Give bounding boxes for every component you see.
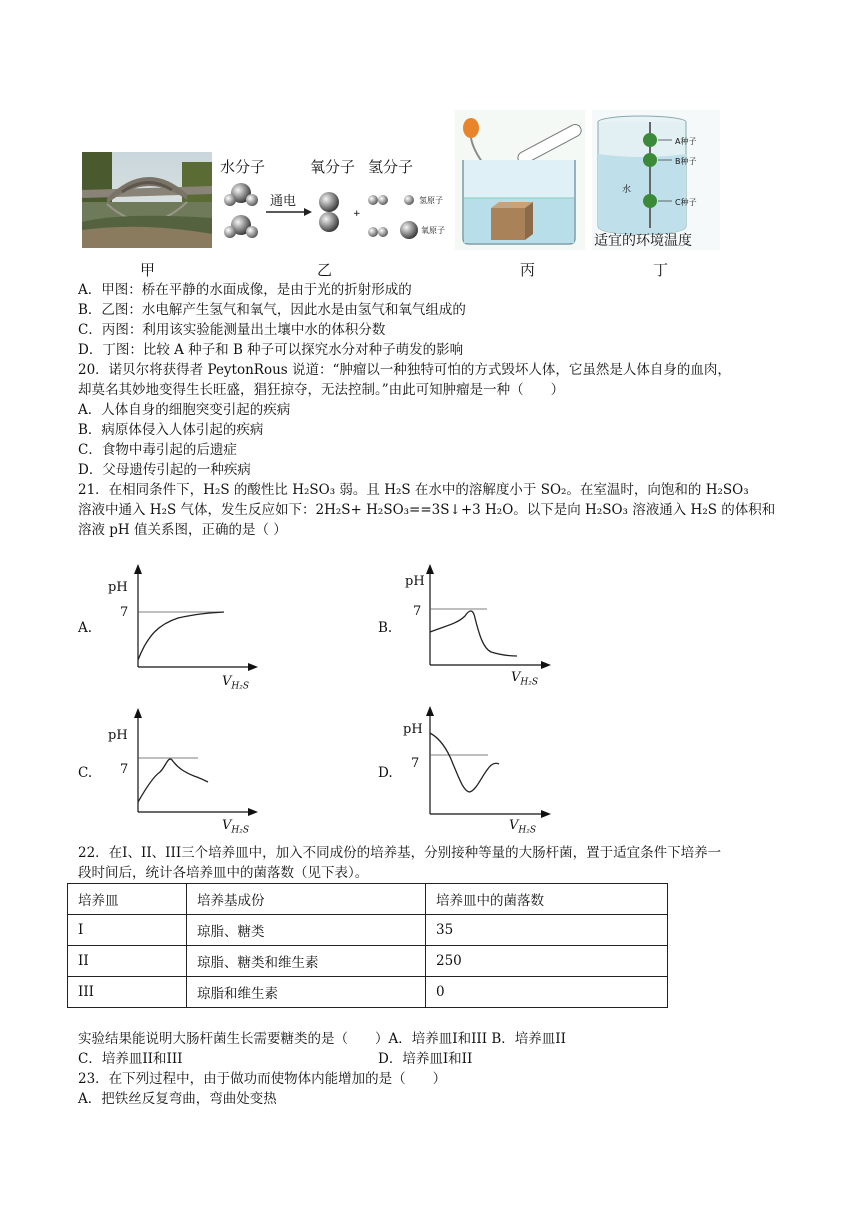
table-cell: 0 — [426, 977, 668, 1008]
table-header-row — [68, 884, 668, 915]
table-cell: 琼脂、糖类和维生素 — [187, 946, 426, 977]
legend-oxygen-atom: 氧原子 — [421, 226, 445, 235]
table-header-cell: 培养基成份 — [187, 884, 426, 915]
table-cell: III — [68, 977, 187, 1008]
soil-experiment-figure — [455, 110, 585, 250]
hydrogen-molecule-label: 氢分子 — [368, 158, 414, 176]
table-header-cell: 培养皿中的菌落数 — [426, 884, 668, 915]
ph-graph-d — [395, 706, 555, 841]
q23-stem: 23．在下列过程中，由于做功而使物体内能增加的是（ ） — [78, 1071, 447, 1087]
table-cell: 250 — [426, 946, 668, 977]
seven-label-a: 7 — [120, 605, 129, 620]
ph-graph-a — [100, 562, 260, 697]
caption-bing: 丙 — [520, 261, 536, 279]
graph-a-label: A. — [78, 620, 93, 636]
ph-axis-label-c: pH — [108, 728, 128, 743]
q20-option-d: D．父母遗传引起的一种疾病 — [78, 462, 251, 478]
water-molecule-label: 水分子 — [220, 158, 266, 176]
caption-jia: 甲 — [140, 261, 156, 279]
q20-option-b: B．病原体侵入人体引起的疾病 — [78, 422, 264, 438]
q22-option-c: C．培养皿II和III — [78, 1051, 183, 1067]
seven-label-c: 7 — [120, 762, 129, 777]
ph-graph-c — [100, 706, 260, 841]
q20-stem-line2: 却莫名其妙地变得生长旺盛，猖狂掠夺，无法控制。”由此可知肿瘤是一种（ ） — [78, 382, 565, 398]
q22-option-d: D．培养皿I和II — [378, 1051, 473, 1067]
q21-stem-line1: 21．在相同条件下，H₂S 的酸性比 H₂SO₃ 弱。且 H₂S 在水中的溶解度小于 SO₂。在室温时，向饱和的 H₂SO₃ — [78, 482, 749, 498]
q21-stem-line2: 溶液中通入 H₂S 气体，发生反应如下：2H₂S+ H₂SO₃==3S↓+3 H₂O。以下是向 H₂SO₃ 溶液通入 H₂S 的体积和 — [78, 502, 776, 518]
q22-stem-line1: 22．在I、II、III三个培养皿中，加入不同成份的培养基，分别接种等量的大肠杆菌，置于适宜条件下培养一 — [78, 845, 722, 861]
ph-axis-label-a: pH — [108, 580, 128, 595]
ph-axis-label-b: pH — [405, 574, 425, 589]
q22-question-line: 实验结果能说明大肠杆菌生长需要糖类的是（ ）A．培养皿I和III B．培养皿II — [78, 1031, 566, 1047]
q20-option-a: A．人体自身的细胞突变引起的疾病 — [78, 402, 291, 418]
ph-graph-b — [395, 562, 555, 697]
water-label: 水 — [622, 185, 632, 195]
electrolysis-diagram — [216, 150, 462, 250]
table-cell: 35 — [426, 915, 668, 946]
seed-label-c: C种子 — [675, 198, 697, 207]
legend-hydrogen-atom: 氢原子 — [419, 196, 443, 205]
q19-option-b: B．乙图：水电解产生氢气和氧气，因此水是由氢气和氧气组成的 — [78, 302, 466, 318]
table-cell: 琼脂和维生素 — [187, 977, 426, 1008]
seven-label-d: 7 — [411, 756, 420, 771]
q20-option-c: C．食物中毒引起的后遗症 — [78, 442, 237, 458]
q23-option-a: A．把铁丝反复弯曲，弯曲处变热 — [78, 1091, 277, 1107]
graph-d-label: D. — [378, 765, 393, 781]
table-cell: II — [68, 946, 187, 977]
q20-stem-line1: 20．诺贝尔将获得者 PeytonRous 说道：“肿瘤以一种独特可怕的方式毁坏人体，它虽然是人体自身的血肉， — [78, 362, 731, 378]
q21-stem-line3: 溶液 pH 值关系图，正确的是（ ） — [78, 522, 287, 538]
bridge-photo — [82, 152, 212, 248]
electrolysis-arrow-label: 通电 — [270, 194, 297, 209]
volume-axis-label-c: $V_{H_2S}$ — [222, 818, 250, 836]
oxygen-molecule-label: 氧分子 — [310, 158, 356, 176]
q19-option-c: C．丙图：利用该实验能测量出土壤中水的体积分数 — [78, 322, 386, 338]
temperature-label: 适宜的环境温度 — [594, 233, 692, 249]
table-row — [68, 977, 668, 1008]
q22-stem-line2: 段时间后，统计各培养皿中的菌落数（见下表）。 — [78, 865, 369, 881]
table-row — [68, 915, 668, 946]
caption-yi: 乙 — [317, 261, 333, 279]
table-row — [68, 946, 668, 977]
seed-label-b: B种子 — [675, 157, 697, 166]
table-cell: 琼脂、糖类 — [187, 915, 426, 946]
colony-table — [67, 883, 668, 1008]
seven-label-b: 7 — [413, 604, 422, 619]
ph-axis-label-d: pH — [403, 722, 423, 737]
seed-label-a: A种子 — [675, 137, 697, 146]
q19-option-a: A．甲图：桥在平静的水面成像，是由于光的折射形成的 — [78, 282, 412, 298]
volume-axis-label-a: $V_{H_2S}$ — [222, 674, 250, 692]
graph-b-label: B. — [378, 620, 393, 636]
caption-ding: 丁 — [653, 261, 669, 279]
seed-germination-figure — [592, 110, 720, 250]
graph-c-label: C. — [78, 765, 93, 781]
table-header-cell: 培养皿 — [68, 884, 187, 915]
table-cell: I — [68, 915, 187, 946]
q19-option-d: D．丁图：比较 A 种子和 B 种子可以探究水分对种子萌发的影响 — [78, 342, 464, 358]
volume-axis-label-d: $V_{H_2S}$ — [509, 818, 537, 836]
volume-axis-label-b: $V_{H_2S}$ — [511, 670, 539, 688]
svg-text:+: + — [353, 209, 361, 219]
